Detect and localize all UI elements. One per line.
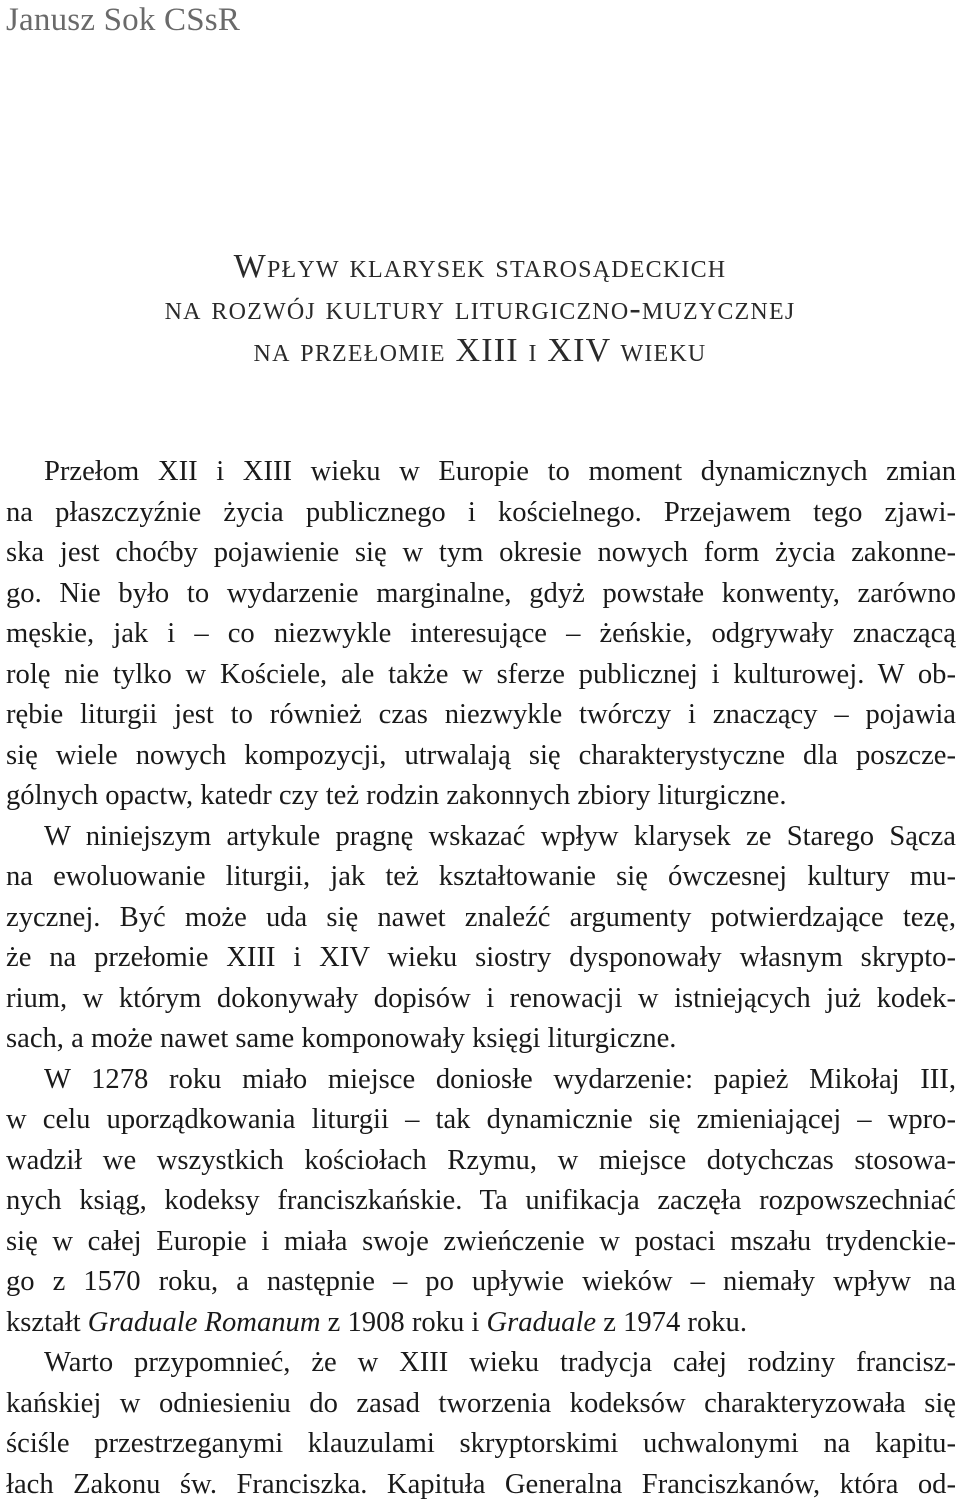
title-line: Wpływ klarysek starosądeckich: [0, 246, 960, 288]
title-italic-graduale: Graduale: [486, 1307, 596, 1338]
body-line: Warto przypomnieć, że w XIII wieku tradycja całej rodziny francisz-: [6, 1343, 956, 1384]
body-line: [6, 1303, 956, 1344]
line-text: z 1908 roku i: [321, 1307, 487, 1338]
body-line: nych ksiąg, kodeksy franciszkańskie. Ta unifikacja zaczęła rozpowszechniać: [6, 1181, 956, 1222]
body-line: łach Zakonu św. Franciszka. Kapituła Generalna Franciszkanów, która od-: [6, 1465, 956, 1505]
body-line: na ewoluowanie liturgii, jak też kształtowanie się ówczesnej kultury mu-: [6, 857, 956, 898]
body-line: go. Nie było to wydarzenie marginalne, gdyż powstałe konwenty, zarówno: [6, 574, 956, 615]
body-line: w celu uporządkowania liturgii – tak dynamicznie się zmieniającej – wpro-: [6, 1100, 956, 1141]
body-line: zycznej. Być może uda się nawet znaleźć argumenty potwierdzające tezę,: [6, 898, 956, 939]
body-line: ska jest choćby pojawienie się w tym okresie nowych form życia zakonne-: [6, 533, 956, 574]
body-line: wadził we wszystkich kościołach Rzymu, w miejsce dotychczas stosowa-: [6, 1141, 956, 1182]
body-line: rolę nie tylko w Kościele, ale także w sferze publicznej i kulturowej. W ob-: [6, 655, 956, 696]
title-line: na rozwój kultury liturgiczno-muzycznej: [0, 288, 960, 330]
line-text: z 1974 roku.: [596, 1307, 747, 1338]
title-line: na przełomie XIII i XIV wieku: [0, 330, 960, 372]
running-header-author: Janusz Sok CSsR: [6, 0, 240, 40]
body-line: na płaszczyźnie życia publicznego i kościelnego. Przejawem tego zjawi-: [6, 493, 956, 534]
body-line: rębie liturgii jest to również czas niezwykle twórczy i znaczący – pojawia: [6, 695, 956, 736]
article-title: [0, 246, 960, 372]
body-line: W niniejszym artykule pragnę wskazać wpływ klarysek ze Starego Sącza: [6, 817, 956, 858]
body-line: męskie, jak i – co niezwykle interesujące – żeńskie, odgrywały znaczącą: [6, 614, 956, 655]
body-line: rium, w którym dokonywały dopisów i renowacji w istniejących już kodek-: [6, 979, 956, 1020]
title-italic-graduale-romanum: Graduale Romanum: [88, 1307, 321, 1338]
line-text: kształt: [6, 1307, 88, 1338]
body-line: gólnych opactw, katedr czy też rodzin zakonnych zbiory liturgiczne.: [6, 776, 956, 817]
body-line: sach, a może nawet same komponowały księgi liturgiczne.: [6, 1019, 956, 1060]
body-line: się w całej Europie i miała swoje zwieńczenie w postaci mszału trydenckie-: [6, 1222, 956, 1263]
body-line: W 1278 roku miało miejsce doniosłe wydarzenie: papież Mikołaj III,: [6, 1060, 956, 1101]
body-line: się wiele nowych kompozycji, utrwalają się charakterystyczne dla poszcze-: [6, 736, 956, 777]
body-line: że na przełomie XIII i XIV wieku siostry dysponowały własnym skrypto-: [6, 938, 956, 979]
article-body: [6, 452, 956, 1505]
body-line: ściśle przestrzeganymi klauzulami skryptorskimi uchwalonymi na kapitu-: [6, 1424, 956, 1465]
body-line: Przełom XII i XIII wieku w Europie to moment dynamicznych zmian: [6, 452, 956, 493]
body-line: go z 1570 roku, a następnie – po upływie wieków – niemały wpływ na: [6, 1262, 956, 1303]
body-line: kańskiej w odniesieniu do zasad tworzenia kodeksów charakteryzowała się: [6, 1384, 956, 1425]
